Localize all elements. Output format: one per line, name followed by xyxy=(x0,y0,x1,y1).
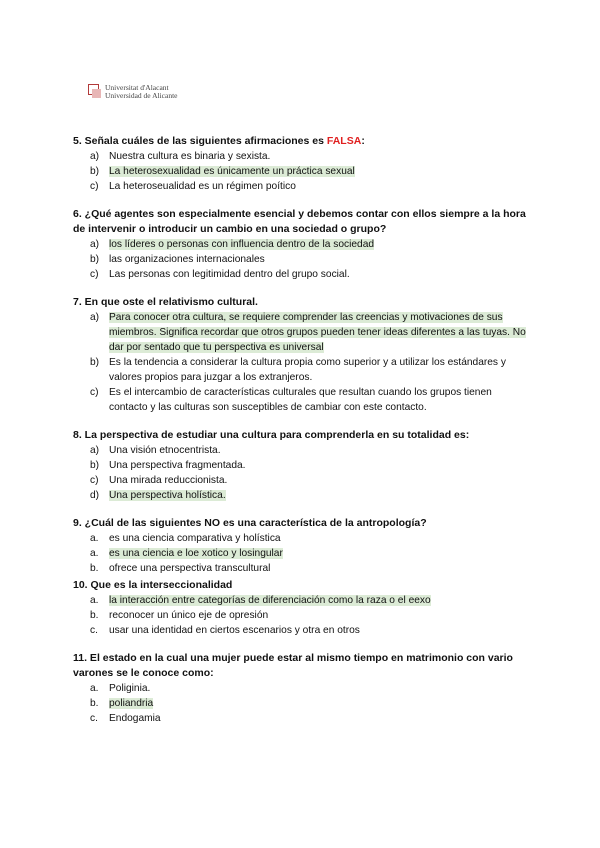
question-text: 11. El estado en la cual una mujer puede estar al mismo tiempo en matrimonio con vario varones se le conoce como: xyxy=(73,652,513,679)
university-logo xyxy=(88,84,177,100)
option-a: a. es una ciencia comparativa y holística xyxy=(90,533,281,544)
question-10 xyxy=(73,578,533,638)
question-9 xyxy=(73,516,533,576)
option-a: a) Una visión etnocentrista. xyxy=(90,445,221,456)
question-11 xyxy=(73,651,533,726)
option-list xyxy=(73,237,533,282)
option-c: c) Una mirada reduccionista. xyxy=(90,475,228,486)
option-c: c. Endogamia xyxy=(90,713,161,724)
question-5 xyxy=(73,134,533,194)
question-8 xyxy=(73,428,533,503)
option-list xyxy=(73,531,533,576)
highlighted-answer: la interacción entre categorías de diferenciación como la raza o el eexo xyxy=(109,595,431,606)
option-a: a) Para conocer otra cultura, se requiere comprender las creencias y motivaciones de sus miembros. Significa recordar que otros grupos pueden tener ideas diferentes a las tuyas. No dar por sentado que tu perspectiva es universal xyxy=(90,312,526,353)
option-b: b) La heterosexualidad es únicamente un práctica sexual xyxy=(90,166,355,177)
question-6 xyxy=(73,207,533,282)
question-text: 8. La perspectiva de estudiar una cultura para comprenderla en su totalidad es: xyxy=(73,429,470,441)
option-d: d) Una perspectiva holística. xyxy=(90,490,226,501)
exam-document xyxy=(73,134,533,739)
question-text: 6. ¿Qué agentes son especialmente esencial y debemos contar con ellos siempre a la hora de intervenir o introducir un cambio en una sociedad o grupo? xyxy=(73,208,526,235)
option-b: b) Una perspectiva fragmentada. xyxy=(90,460,246,471)
option-a: a) los líderes o personas con influencia dentro de la sociedad xyxy=(90,239,375,250)
option-list xyxy=(73,149,533,194)
falsa-emphasis: FALSA xyxy=(326,135,362,147)
option-b: b. poliandria xyxy=(90,698,154,709)
question-text: 7. En que oste el relativismo cultural. xyxy=(73,296,258,308)
option-a-2: a. es una ciencia e loe xotico y losingular xyxy=(90,548,283,559)
logo-mark-icon xyxy=(88,84,102,100)
option-a: a. la interacción entre categorías de diferenciación como la raza o el eexo xyxy=(90,595,431,606)
logo-line-1: Universitat d'Alacant xyxy=(105,83,169,92)
option-b: b) Es la tendencia a considerar la cultura propia como superior y a utilizar los estándares y valores propios para juzgar a los extranjeros. xyxy=(90,357,506,383)
option-a: a) Nuestra cultura es binaria y sexista. xyxy=(90,151,271,162)
option-list xyxy=(73,681,533,726)
question-text: 5. Señala cuáles de las siguientes afirmaciones es FALSA: xyxy=(73,135,365,147)
logo-line-2: Universidad de Alicante xyxy=(105,91,178,100)
highlighted-answer: Para conocer otra cultura, se requiere comprender las creencias y motivaciones de sus miembros. Significa recordar que otros grupos pueden tener ideas diferentes a las tuyas. No dar por sentado que tu perspectiva es universal xyxy=(109,312,526,353)
highlighted-answer: es una ciencia e loe xotico y losingular xyxy=(109,548,283,559)
option-list xyxy=(73,443,533,503)
highlighted-answer: los líderes o personas con influencia dentro de la sociedad xyxy=(109,239,375,250)
option-a: a. Poliginia. xyxy=(90,683,151,694)
highlighted-answer: poliandria xyxy=(109,698,154,709)
option-list xyxy=(73,593,533,638)
option-b: b. reconocer un único eje de opresión xyxy=(90,610,269,621)
highlighted-answer: Una perspectiva holística. xyxy=(109,490,226,501)
option-c: c) La heteroseualidad es un régimen poítico xyxy=(90,181,296,192)
question-7 xyxy=(73,295,533,415)
option-list xyxy=(73,310,533,415)
highlighted-answer: La heterosexualidad es únicamente un práctica sexual xyxy=(109,166,355,177)
option-b: b. ofrece una perspectiva transcultural xyxy=(90,563,271,574)
option-c: c. usar una identidad en ciertos escenarios y otra en otros xyxy=(90,625,360,636)
option-c: c) Es el intercambio de características culturales que resultan cuando los grupos tienen contacto y las culturas son susceptibles de cambiar con este contacto. xyxy=(90,387,492,413)
question-text: 9. ¿Cuál de las siguientes NO es una característica de la antropología? xyxy=(73,517,427,529)
logo-text xyxy=(105,84,177,100)
option-b: b) las organizaciones internacionales xyxy=(90,254,265,265)
option-c: c) Las personas con legitimidad dentro del grupo social. xyxy=(90,269,350,280)
question-text: 10. Que es la interseccionalidad xyxy=(73,579,233,591)
